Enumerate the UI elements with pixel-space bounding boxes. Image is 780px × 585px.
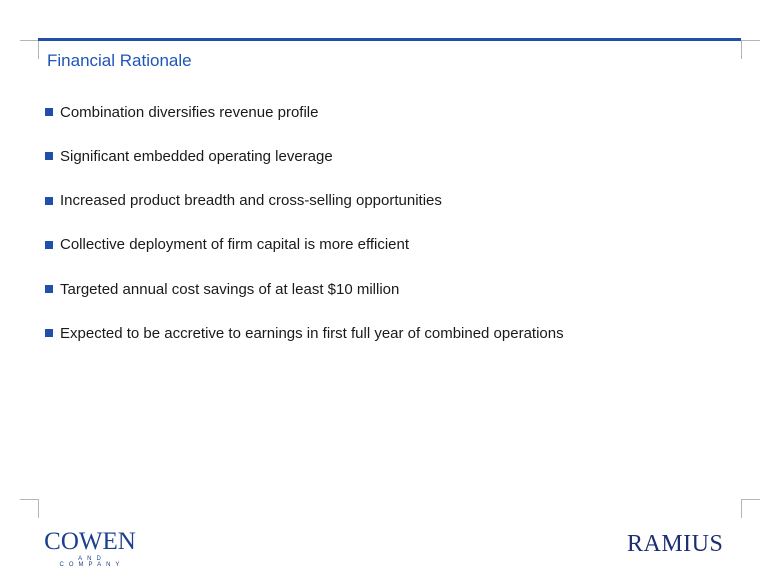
bullet-list (45, 101, 564, 367)
frame-corner-bottom-left (20, 499, 39, 518)
square-bullet-icon (45, 329, 53, 337)
bullet-item (45, 145, 564, 167)
bullet-item (45, 278, 564, 300)
bullet-item (45, 101, 564, 123)
bullet-text: Significant embedded operating leverage (60, 147, 333, 165)
bullet-text: Combination diversifies revenue profile (60, 103, 319, 121)
frame-corner-bottom-right (741, 499, 760, 518)
square-bullet-icon (45, 197, 53, 205)
bullet-item (45, 322, 564, 344)
slide-title: Financial Rationale (47, 51, 192, 70)
square-bullet-icon (45, 152, 53, 160)
frame-corner-top-left (20, 40, 39, 59)
bullet-item (45, 190, 564, 212)
square-bullet-icon (45, 285, 53, 293)
title-rule (38, 38, 741, 41)
bullet-text: Targeted annual cost savings of at least $10 million (60, 280, 400, 298)
bullet-item (45, 234, 564, 256)
frame-corner-top-right (741, 40, 760, 59)
cowen-logo (40, 528, 140, 568)
bullet-text: Collective deployment of firm capital is more efficient (60, 236, 410, 254)
bullet-text: Expected to be accretive to earnings in first full year of combined operations (60, 324, 564, 342)
cowen-logo-subtitle: AND COMPANY (59, 556, 125, 568)
square-bullet-icon (45, 241, 53, 249)
cowen-logo-name: COWEN (44, 528, 136, 555)
square-bullet-icon (45, 108, 53, 116)
ramius-logo: RAMIUS (627, 531, 724, 557)
bullet-text: Increased product breadth and cross-selling opportunities (60, 192, 442, 210)
